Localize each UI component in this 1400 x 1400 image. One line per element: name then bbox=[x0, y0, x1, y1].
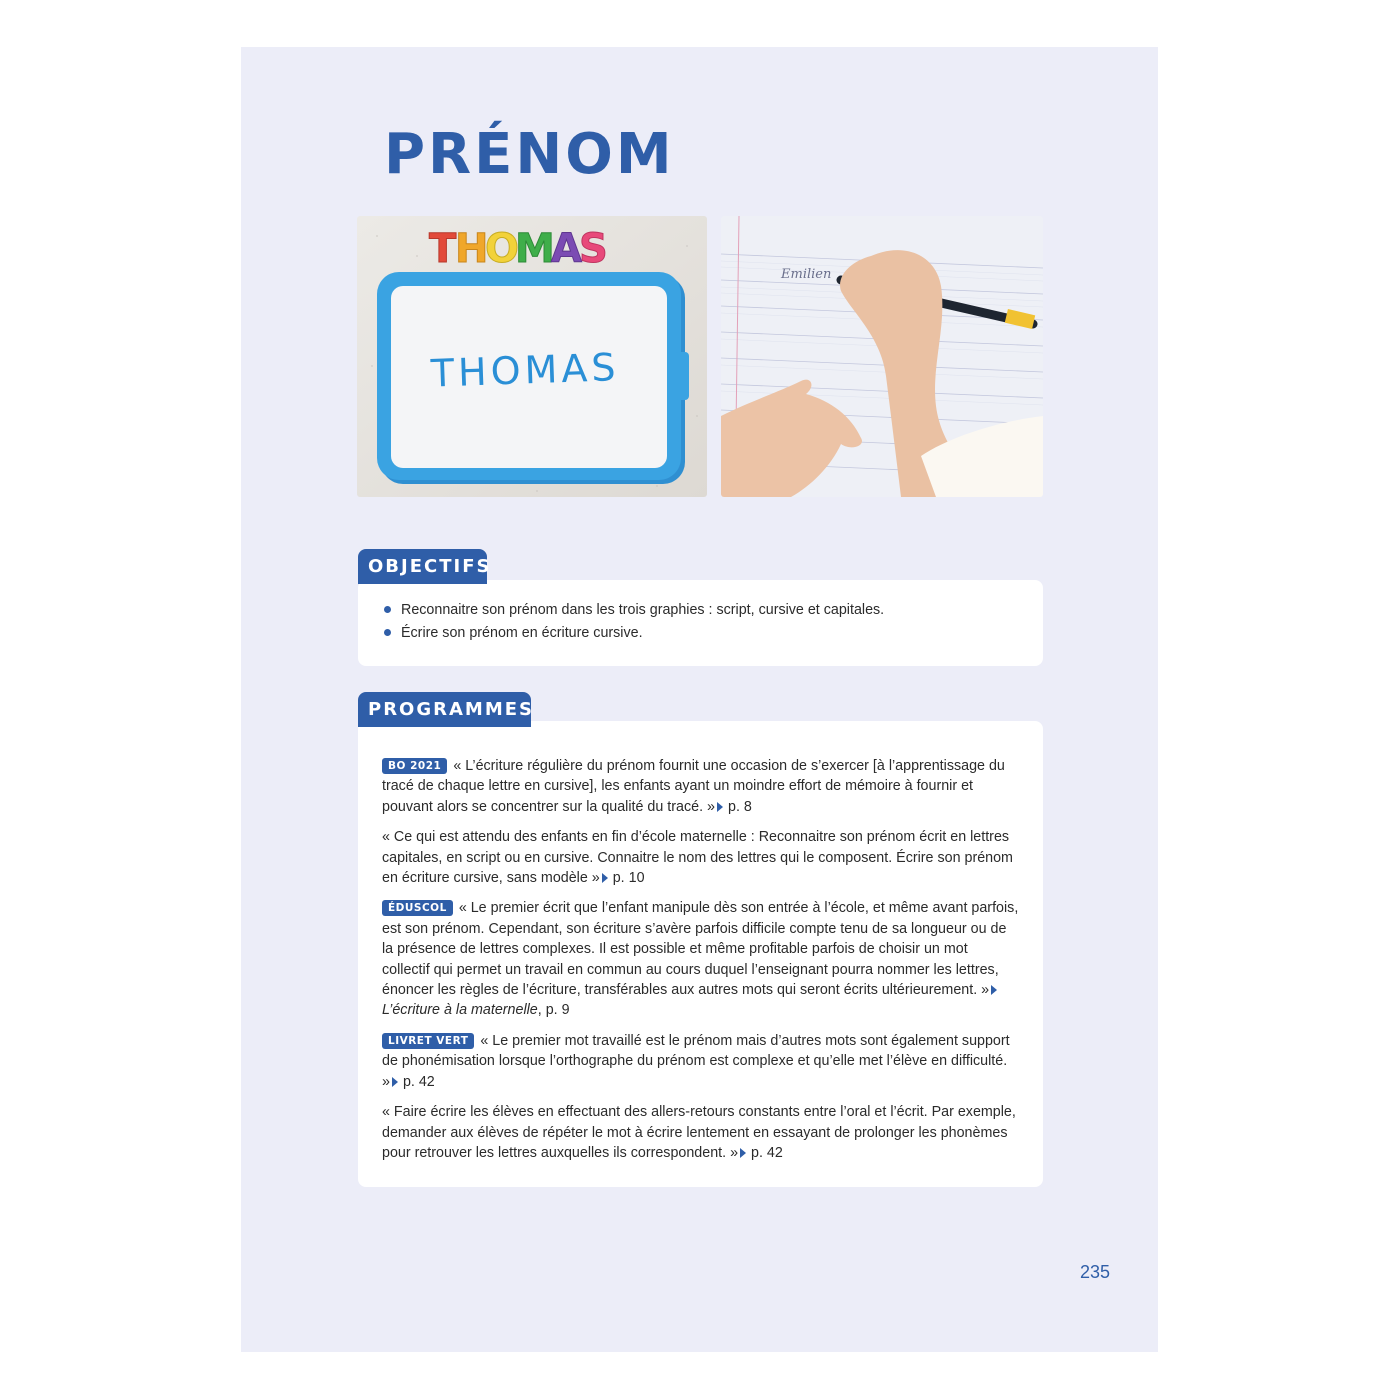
programmes-paragraph bbox=[382, 1102, 1019, 1163]
arrow-right-icon bbox=[602, 873, 608, 883]
magnet-letter-a: A bbox=[551, 226, 582, 272]
reference-title: L’écriture à la maternelle bbox=[382, 1002, 538, 1019]
programmes-heading: PROGRAMMES bbox=[358, 692, 531, 727]
page-reference: p. 10 bbox=[612, 870, 645, 887]
objectifs-list bbox=[382, 600, 1019, 644]
list-item: Reconnaitre son prénom dans les trois graphies : script, cursive et capitales. bbox=[382, 600, 1019, 620]
list-item: Écrire son prénom en écriture cursive. bbox=[382, 623, 1019, 643]
programmes-card bbox=[358, 721, 1043, 1187]
page-reference: p. 42 bbox=[402, 1073, 435, 1090]
source-badge-livret-vert: LIVRET VERT bbox=[382, 1033, 474, 1049]
arrow-right-icon bbox=[392, 1077, 398, 1087]
board-handwriting: THOMAS bbox=[430, 345, 621, 396]
programmes-paragraph bbox=[382, 756, 1019, 817]
quote-text: « L’écriture régulière du prénom fournit une occasion de s’exercer [à l’apprentissage du tracé de chaque lettre en cursive], les enfants ayant un moindre effort de mémoire à fournir et pouvant alors se concentrer sur la qualité du tracé. » bbox=[382, 758, 1005, 815]
quote-text: « Le premier mot travaillé est le prénom mais d’autres mots sont également support de phonémisation lorsque l’orthographe du prénom est complexe et qu’elle met l’élève en difficulté. » bbox=[382, 1032, 1010, 1090]
page-reference: p. 42 bbox=[751, 1144, 783, 1161]
handwriting-photo bbox=[721, 216, 1043, 497]
arrow-right-icon bbox=[717, 802, 723, 812]
whiteboard-photo bbox=[357, 216, 707, 497]
arrow-right-icon bbox=[740, 1148, 746, 1158]
programmes-paragraph bbox=[382, 898, 1019, 1020]
notebook-handwriting: Emilien bbox=[781, 267, 832, 282]
source-badge-bo2021: BO 2021 bbox=[382, 758, 447, 774]
magnet-letter-o: O bbox=[485, 226, 520, 272]
objectifs-heading: OBJECTIFS bbox=[358, 549, 487, 584]
programmes-paragraph bbox=[382, 1031, 1019, 1092]
document-page bbox=[241, 47, 1158, 1352]
page-reference: p. 8 bbox=[728, 798, 752, 815]
page-reference: , p. 9 bbox=[537, 1002, 570, 1019]
quote-text: « Faire écrire les élèves en effectuant des allers-retours constants entre l’oral et l’écrit. Par exemple, demander aux élèves de répéter le mot à écrire lentement en essayant de prolonger les phonèmes pour retrouver les lettres auxquelles ils correspondent. » bbox=[382, 1104, 1016, 1161]
magnet-letters bbox=[429, 226, 608, 272]
magnet-letter-s: S bbox=[579, 226, 608, 272]
page-title: PRÉNOM bbox=[384, 122, 675, 187]
objectifs-card bbox=[358, 580, 1043, 666]
source-badge-eduscol: ÉDUSCOL bbox=[382, 900, 453, 916]
magnet-letter-h: H bbox=[455, 226, 489, 272]
magnet-letter-m: M bbox=[515, 226, 555, 272]
programmes-paragraph bbox=[382, 827, 1019, 888]
magnet-letter-t: T bbox=[429, 226, 457, 272]
quote-text: « Le premier écrit que l’enfant manipule dès son entrée à l’école, et même avant parfois, est son prénom. Cependant, son écriture s’avère parfois difficile compte tenu de sa longueur ou de la présence de lettres complexes. Il est possible et même profitable parfois de choisir un mot collectif qui permet un travail en commun au cours duquel l’enseignant pourra nommer les lettres, énoncer les règles de l’écriture, transférables aux autres mots qui seront écrits ultérieurement. » bbox=[382, 900, 1019, 999]
quote-text: « Ce qui est attendu des enfants en fin d’école maternelle : Reconnaitre son prénom écrit en lettres capitales, en script ou en cursive. Connaitre le nom des lettres qui le composent. Écrire son prénom en écriture cursive, sans modèle » bbox=[382, 829, 1013, 887]
page-number: 235 bbox=[1080, 1262, 1111, 1282]
arrow-right-icon bbox=[991, 985, 997, 995]
